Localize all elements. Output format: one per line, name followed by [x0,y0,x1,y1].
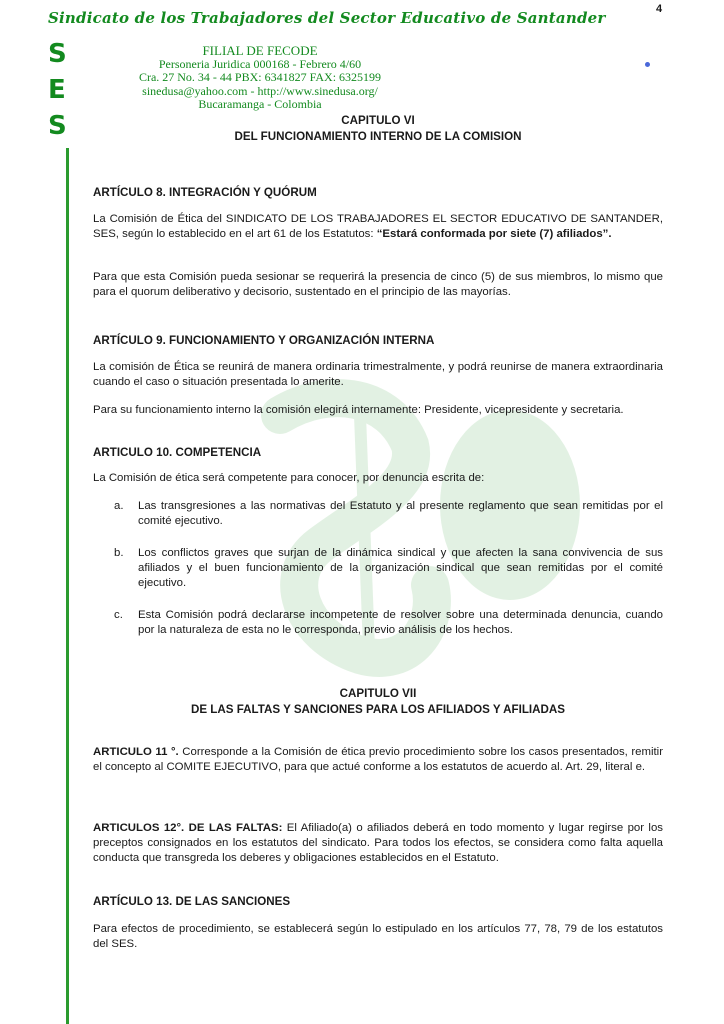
article-9-heading: ARTÍCULO 9. FUNCIONAMIENTO Y ORGANIZACIÓN INTERNA [93,334,435,347]
filial-city: Bucaramanga - Colombia [198,97,322,111]
article-8-text: La Comisión de Ética del SINDICATO DE LOS TRABAJADORES EL SECTOR EDUCATIVO DE SANTANDER, SES, según lo establecido en el art 61 de los Estatutos: [93,213,663,241]
list-item [114,546,663,592]
filial-address: Cra. 27 No. 34 - 44 PBX: 6341827 FAX: 6325199 [138,70,382,84]
chapter-7-title: DE LAS FALTAS Y SANCIONES PARA LOS AFILIADOS Y AFILIADAS [190,703,566,716]
article-8-paragraph-2 [93,270,663,300]
filial-title: FILIAL DE FECODE [202,43,318,58]
list-letter: c. [114,609,123,621]
list-text: Las transgresiones a las normativas del Estatuto y al presente reglamento que sean remitidas por el comité ejecutivo. [138,500,663,528]
page-number: 4 [656,3,663,15]
filial-info [110,44,410,112]
article-12-heading: ARTICULOS 12°. DE LAS FALTAS: [93,822,283,834]
list-text: Esta Comisión podrá declararse incompetente de resolver sobre una determinada denuncia, cuando por la naturaleza de esta no le corresponda, previo análisis de los hechos. [138,609,663,637]
article-8-paragraph-1 [93,212,663,242]
article-13-heading: ARTÍCULO 13. DE LAS SANCIONES [93,895,291,908]
article-9-meetings-text: La comisión de Ética se reunirá de manera ordinaria trimestralmente, y podrá reunirse de manera extraordinaria cuando el caso o situación presentada lo amerite. [93,361,663,389]
article-10-intro [93,471,663,486]
logo-letter-e: E [48,75,66,105]
article-9-paragraph-2 [93,403,663,418]
union-name-header: Sindicato de los Trabajadores del Sector Educativo de Santander [48,9,606,27]
article-10-intro-text: La Comisión de ética será competente para conocer, por denuncia escrita de: [93,472,485,484]
ink-mark [645,62,650,67]
list-letter: b. [114,547,124,559]
logo-letter-s2: S [48,111,67,141]
list-letter: a. [114,500,124,512]
article-9-roles-text: Para su funcionamiento interno la comisión elegirá internamente: Presidente, vicepresidente y secretaria. [93,404,624,416]
chapter-6-title: DEL FUNCIONAMIENTO INTERNO DE LA COMISION [234,130,522,143]
list-text: Los conflictos graves que surjan de la dinámica sindical y que afecten la sana convivencia de sus afiliados y el buen funcionamiento de la organización sindical que sean remitidas por el comité ejecutivo. [138,547,663,590]
article-13-text: Para efectos de procedimiento, se establecerá según lo estipulado en los artículos 77, 78, 79 de los estatutos del SES. [93,923,663,951]
watermark-logo [240,375,600,695]
chapter-6-label: CAPITULO VI [341,114,415,127]
article-8-quorum-text: Para que esta Comisión pueda sesionar se requerirá la presencia de cinco (5) de sus miembros, lo mismo que para el quorum deliberativo y decisorio, sustentado en el principio de las mayorías. [93,271,663,299]
margin-rule [66,148,69,1024]
article-11-text: Corresponde a la Comisión de ética previo procedimiento sobre los casos presentados, remitir el concepto al COMITE EJECUTIVO, para que actué conforme a los estatutos de acuerdo al. Art. 29, literal e. [93,746,664,774]
article-12-text: El Afiliado(a) o afiliados deberá en todo momento y lugar regirse por los preceptos consignados en los estatutos del sindicato. Para todos los efectos, se considera como falta aquella conducta que transgreda los deberes y obligaciones establecidos en el Estatuto. [93,822,663,865]
chapter-7-label: CAPITULO VII [339,687,417,700]
article-8-quote: “Estará conformada por siete (7) afiliados”. [376,228,612,241]
ses-logo [48,36,72,144]
article-9-paragraph-1 [93,360,663,390]
article-10-heading: ARTICULO 10. COMPETENCIA [93,446,262,459]
list-item [114,608,663,638]
article-8-heading: ARTÍCULO 8. INTEGRACIÓN Y QUÓRUM [93,186,317,199]
article-11-heading: ARTICULO 11 °. [93,746,179,758]
article-13-paragraph [93,922,663,952]
filial-contact: sinedusa@yahoo.com - http://www.sinedusa.org/ [142,83,378,98]
article-12 [93,821,663,867]
article-11 [93,745,663,775]
logo-letter-s1: S [48,39,67,69]
list-item [114,499,663,529]
filial-legal: Personeria Juridica 000168 - Febrero 4/60 [158,56,362,71]
